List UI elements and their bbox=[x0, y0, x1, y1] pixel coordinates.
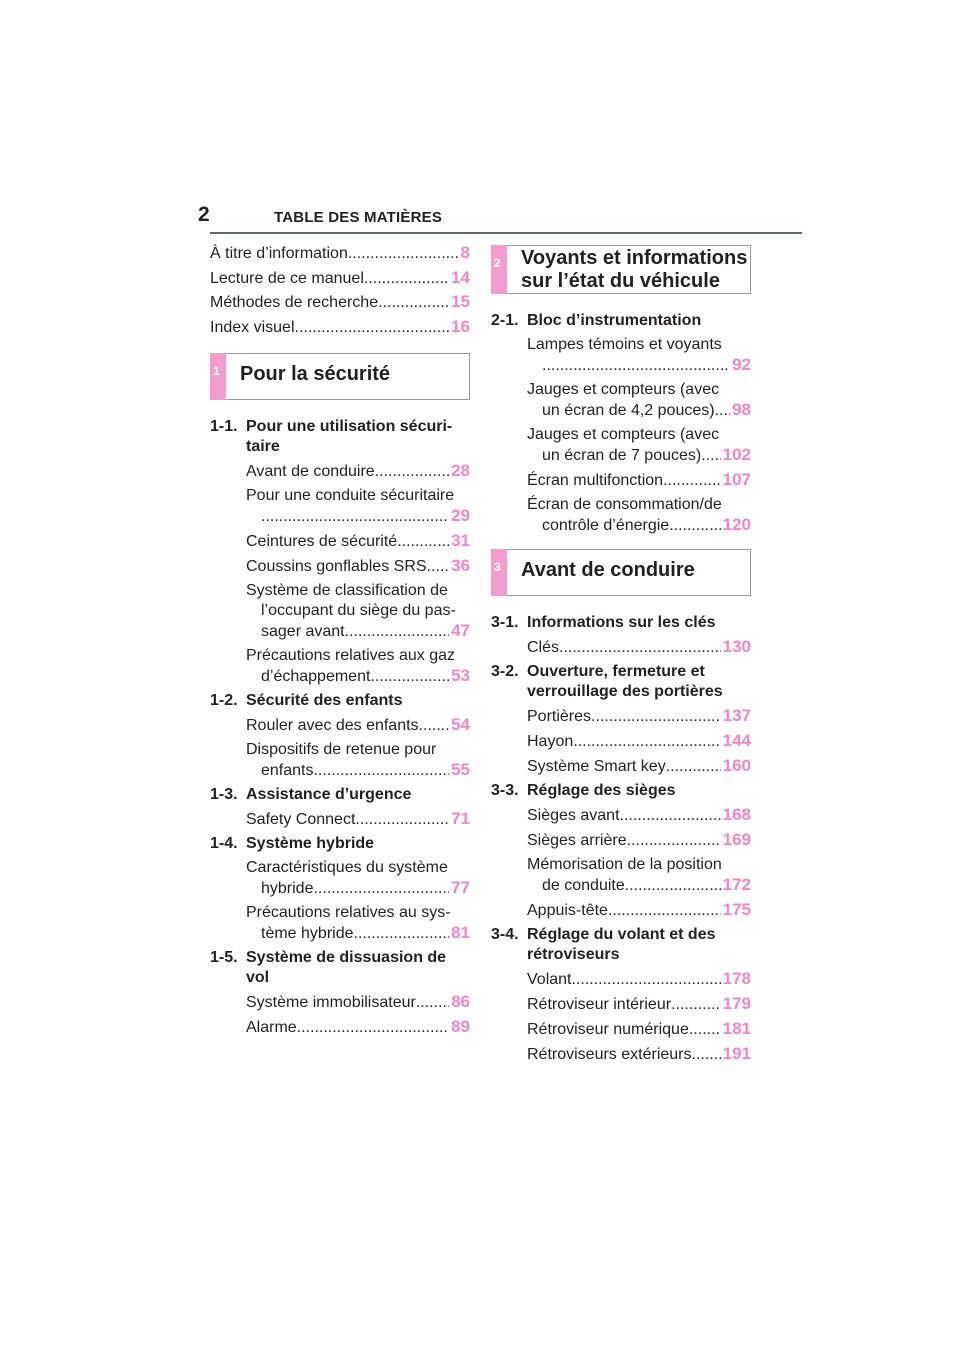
subsection-title-line: verrouillage des portières bbox=[527, 683, 723, 700]
toc-page-number[interactable]: 107 bbox=[722, 470, 751, 489]
intro-entry[interactable] bbox=[210, 317, 470, 342]
toc-page-number[interactable]: 86 bbox=[451, 992, 470, 1011]
toc-leader-line bbox=[246, 531, 470, 552]
subsection-title-line: Assistance d’urgence bbox=[246, 786, 412, 803]
section-tab bbox=[491, 549, 507, 596]
toc-entry[interactable] bbox=[527, 706, 751, 727]
dot-leader bbox=[591, 707, 721, 727]
subsection-number: 3-2. bbox=[491, 663, 519, 680]
toc-page-number[interactable]: 29 bbox=[451, 506, 470, 525]
dot-leader bbox=[608, 901, 721, 921]
subsection-number: 1-2. bbox=[210, 692, 238, 709]
toc-leader-line bbox=[246, 506, 470, 527]
toc-entry[interactable] bbox=[246, 531, 470, 552]
subsection-title-line: Ouverture, fermeture et bbox=[527, 663, 705, 680]
dot-leader bbox=[354, 924, 450, 944]
toc-page-number[interactable]: 77 bbox=[451, 878, 470, 897]
dot-leader bbox=[416, 993, 449, 1013]
subsection-number: 3-3. bbox=[491, 782, 519, 799]
subsection-title-line: Informations sur les clés bbox=[527, 614, 716, 631]
toc-entry-text: Rétroviseurs extérieurs bbox=[527, 1046, 692, 1063]
toc-leader-line bbox=[527, 1019, 751, 1040]
toc-entry-text: Écran multifonction bbox=[527, 472, 664, 489]
toc-leader-line bbox=[246, 809, 470, 830]
section-1-box[interactable] bbox=[210, 353, 470, 400]
toc-entry[interactable] bbox=[527, 994, 751, 1015]
subsection-heading[interactable] bbox=[210, 417, 470, 457]
toc-entry-text: Appuis-tête bbox=[527, 902, 608, 919]
toc-entry[interactable] bbox=[527, 855, 751, 896]
toc-leader-line bbox=[527, 731, 751, 752]
toc-page-number[interactable]: 191 bbox=[722, 1044, 751, 1063]
toc-page-number[interactable]: 36 bbox=[451, 556, 470, 575]
toc-page-number[interactable]: 181 bbox=[722, 1019, 751, 1038]
dot-leader bbox=[573, 732, 720, 752]
subsection-heading[interactable] bbox=[210, 785, 470, 805]
toc-page-number[interactable]: 14 bbox=[451, 267, 470, 287]
toc-group bbox=[210, 691, 470, 781]
toc-leader-line bbox=[527, 445, 751, 466]
toc-entry-text: Rouler avec des enfants bbox=[246, 717, 419, 734]
toc-page-number[interactable]: 178 bbox=[722, 969, 751, 988]
subsection-heading[interactable] bbox=[491, 781, 751, 801]
subsection-number: 3-4. bbox=[491, 926, 519, 943]
toc-entry[interactable] bbox=[527, 470, 751, 491]
subsection-number: 1-4. bbox=[210, 835, 238, 852]
toc-entry[interactable] bbox=[246, 715, 470, 736]
toc-entry-text: Système Smart key bbox=[527, 758, 666, 775]
toc-entry-line: Jauges et compteurs (avec bbox=[527, 381, 720, 398]
dot-leader bbox=[397, 532, 449, 552]
dot-leader bbox=[571, 970, 720, 990]
toc-entry[interactable] bbox=[246, 486, 470, 527]
subsection-number: 2-1. bbox=[491, 312, 519, 329]
subsection-title-line: vol bbox=[246, 969, 270, 986]
dot-leader bbox=[313, 879, 449, 899]
section-title-line-2: sur l’état du véhicule bbox=[521, 270, 720, 292]
toc-entry[interactable] bbox=[246, 461, 470, 482]
toc-page-number[interactable]: 28 bbox=[451, 461, 470, 480]
toc-entry-text: Lecture de ce manuel bbox=[210, 269, 364, 287]
toc-entry[interactable] bbox=[527, 1019, 751, 1040]
section-tab bbox=[491, 245, 507, 294]
toc-leader-line bbox=[246, 1017, 470, 1038]
toc-entry-line: Dispositifs de retenue pour bbox=[246, 741, 437, 758]
subsection-title bbox=[527, 925, 751, 965]
toc-entry-text: tème hybride bbox=[261, 925, 354, 942]
toc-entry[interactable] bbox=[246, 646, 470, 687]
toc-entry-text: un écran de 4,2 pouces). bbox=[542, 402, 720, 419]
toc-leader-line bbox=[527, 470, 751, 491]
toc-page-number[interactable]: 168 bbox=[722, 805, 751, 824]
page-header-title: TABLE DES MATIÈRES bbox=[274, 209, 443, 226]
toc-entry[interactable] bbox=[527, 380, 751, 421]
subsection-number: 1-5. bbox=[210, 949, 238, 966]
toc-entry[interactable] bbox=[527, 805, 751, 826]
subsection-title bbox=[246, 691, 470, 711]
dot-leader bbox=[427, 557, 450, 577]
dot-leader bbox=[625, 876, 721, 896]
toc-leader-line bbox=[527, 1044, 751, 1065]
toc-entry[interactable] bbox=[246, 858, 470, 899]
toc-entry-text: Rétroviseur intérieur bbox=[527, 996, 672, 1013]
subsection-title-line: taire bbox=[246, 438, 280, 455]
toc-entry[interactable] bbox=[527, 756, 751, 777]
toc-entry-text: Sièges arrière bbox=[527, 832, 627, 849]
toc-page-number[interactable]: 31 bbox=[451, 531, 470, 550]
toc-page-number[interactable]: 160 bbox=[722, 756, 751, 775]
section-title bbox=[521, 246, 750, 293]
dot-leader bbox=[663, 471, 721, 491]
toc-entry-line: Caractéristiques du système bbox=[246, 859, 448, 876]
toc-entry-text: un écran de 7 pouces). bbox=[542, 447, 706, 464]
toc-leader-line bbox=[246, 556, 470, 577]
dot-leader bbox=[719, 401, 730, 421]
toc-page-number[interactable]: 172 bbox=[722, 875, 751, 894]
toc-entry-text: d’échappement bbox=[261, 668, 371, 685]
subsection-heading[interactable] bbox=[210, 948, 470, 988]
toc-page-number[interactable]: 16 bbox=[451, 316, 470, 336]
dot-leader bbox=[355, 810, 449, 830]
toc-entry-text: Alarme bbox=[246, 1019, 297, 1036]
toc-entry-text: Méthodes de recherche bbox=[210, 294, 379, 311]
toc-entry-text: Clés bbox=[527, 639, 560, 656]
section-title: Pour la sécurité bbox=[240, 363, 391, 385]
subsection-title bbox=[527, 311, 751, 331]
section-2-box[interactable] bbox=[491, 245, 751, 294]
toc-group bbox=[491, 613, 751, 658]
dot-leader bbox=[627, 831, 721, 851]
intro-list bbox=[210, 243, 470, 341]
toc-group bbox=[210, 785, 470, 830]
subsection-title bbox=[527, 613, 751, 633]
subsection-heading[interactable] bbox=[491, 925, 751, 965]
toc-group bbox=[210, 417, 470, 687]
toc-entry-text: Coussins gonflables SRS bbox=[246, 558, 427, 575]
dot-leader bbox=[542, 356, 730, 376]
subsection-title-line: Système hybride bbox=[246, 835, 375, 852]
toc-entry[interactable] bbox=[527, 335, 751, 376]
toc-entry-text: À titre d’information bbox=[210, 245, 348, 262]
toc-leader-line bbox=[246, 666, 470, 687]
toc-entry-text: Sièges avant bbox=[527, 807, 620, 824]
dot-leader bbox=[692, 1045, 721, 1065]
subsection-title-line: Sécurité des enfants bbox=[246, 692, 403, 709]
section-title: Avant de conduire bbox=[521, 559, 695, 581]
toc-leader-line bbox=[527, 400, 751, 421]
toc-entry[interactable] bbox=[246, 581, 470, 642]
toc-entry-text: Safety Connect bbox=[246, 811, 356, 828]
toc-page-number[interactable]: 98 bbox=[732, 400, 751, 419]
toc-page-number[interactable]: 169 bbox=[722, 830, 751, 849]
toc-page-number[interactable]: 102 bbox=[722, 445, 751, 464]
header-rule bbox=[210, 232, 802, 234]
subsection-heading[interactable] bbox=[491, 662, 751, 702]
dot-leader bbox=[419, 716, 450, 736]
section-number: 3 bbox=[494, 560, 501, 574]
toc-entry[interactable] bbox=[527, 900, 751, 921]
subsection-title bbox=[246, 948, 470, 988]
section-3-box[interactable] bbox=[491, 549, 751, 596]
subsection-title-line: Réglage du volant et des bbox=[527, 926, 716, 943]
subsection-title-line: Pour une utilisation sécuri- bbox=[246, 418, 453, 435]
subsection-title bbox=[527, 662, 751, 702]
dot-leader bbox=[295, 319, 450, 337]
toc-entry-text: Hayon bbox=[527, 733, 574, 750]
toc-group bbox=[491, 781, 751, 921]
toc-leader-line bbox=[246, 461, 470, 482]
dot-leader bbox=[375, 462, 449, 482]
toc-leader-line bbox=[246, 992, 470, 1013]
toc-leader-line bbox=[246, 923, 470, 944]
toc-leader-line bbox=[527, 994, 751, 1015]
toc-entry-text: hybride bbox=[261, 880, 314, 897]
subsection-title bbox=[246, 785, 470, 805]
section-title-line-1: Voyants et informations bbox=[521, 247, 748, 269]
toc-page-number[interactable]: 54 bbox=[451, 715, 470, 734]
subsection-number: 1-1. bbox=[210, 418, 238, 435]
toc-entry[interactable] bbox=[527, 830, 751, 851]
dot-leader bbox=[671, 995, 721, 1015]
toc-entry-line: Jauges et compteurs (avec bbox=[527, 426, 720, 443]
toc-page-number[interactable]: 137 bbox=[722, 706, 751, 725]
subsection-title bbox=[246, 834, 470, 854]
toc-leader-line bbox=[527, 637, 751, 658]
toc-page-number[interactable]: 179 bbox=[722, 994, 751, 1013]
toc-leader-line bbox=[246, 878, 470, 899]
toc-page-number[interactable]: 55 bbox=[451, 760, 470, 779]
subsection-number: 1-3. bbox=[210, 786, 238, 803]
toc-leader-line bbox=[527, 900, 751, 921]
toc-page-number[interactable]: 175 bbox=[722, 900, 751, 919]
toc-leader-line bbox=[527, 355, 751, 376]
toc-leader-line bbox=[527, 805, 751, 826]
toc-page-number[interactable]: 120 bbox=[722, 515, 751, 534]
toc-entry-text: contrôle d’énergie bbox=[542, 517, 670, 534]
toc-entry-line: Précautions relatives au sys- bbox=[246, 904, 451, 921]
toc-entry-text: Portières bbox=[527, 708, 592, 725]
toc-page-number[interactable]: 15 bbox=[451, 292, 470, 311]
toc-page-number[interactable]: 92 bbox=[732, 355, 751, 374]
toc-page-number[interactable]: 71 bbox=[451, 809, 470, 828]
toc-entry-text: Système immobilisateur bbox=[246, 994, 416, 1011]
toc-page-number[interactable]: 144 bbox=[722, 731, 751, 750]
toc-entry[interactable] bbox=[527, 495, 751, 536]
dot-leader bbox=[348, 245, 459, 263]
dot-leader bbox=[364, 270, 449, 288]
section-tab bbox=[210, 353, 226, 400]
toc-entry[interactable] bbox=[527, 637, 751, 658]
toc-leader-line bbox=[246, 760, 470, 781]
toc-entry-text: Avant de conduire bbox=[246, 463, 375, 480]
page-number: 2 bbox=[198, 203, 210, 226]
toc-entry-line: l’occupant du siège du pas- bbox=[261, 602, 456, 619]
toc-entry[interactable] bbox=[246, 1017, 470, 1038]
dot-leader bbox=[669, 516, 720, 536]
dot-leader bbox=[559, 638, 721, 658]
subsection-number: 3-1. bbox=[491, 614, 519, 631]
toc-leader-line bbox=[527, 830, 751, 851]
dot-leader bbox=[345, 622, 449, 642]
toc-leader-line bbox=[246, 621, 470, 642]
toc-group bbox=[210, 834, 470, 944]
toc-entry-text: sager avant bbox=[261, 623, 345, 640]
dot-leader bbox=[620, 806, 721, 826]
toc-leader-line bbox=[527, 969, 751, 990]
toc-page-number[interactable]: 81 bbox=[451, 923, 470, 942]
toc-entry-text: Ceintures de sécurité bbox=[246, 533, 398, 550]
toc-entry-line: Mémorisation de la position bbox=[527, 856, 722, 873]
toc-entry[interactable] bbox=[246, 903, 470, 944]
toc-leader-line bbox=[527, 515, 751, 536]
dot-leader bbox=[666, 757, 721, 777]
toc-leader-line bbox=[527, 875, 751, 896]
toc-entry-text: Index visuel bbox=[210, 318, 295, 336]
dot-leader bbox=[261, 507, 449, 527]
dot-leader bbox=[370, 667, 449, 687]
dot-leader bbox=[689, 1020, 721, 1040]
toc-group bbox=[491, 925, 751, 1065]
toc-entry-line: Système de classification de bbox=[246, 582, 448, 599]
toc-entry[interactable] bbox=[246, 992, 470, 1013]
toc-entry[interactable] bbox=[527, 1044, 751, 1065]
subsection-heading[interactable] bbox=[210, 834, 470, 854]
toc-entry[interactable] bbox=[527, 731, 751, 752]
toc-entry[interactable] bbox=[527, 425, 751, 466]
subsection-heading[interactable] bbox=[491, 311, 751, 331]
toc-entry[interactable] bbox=[246, 740, 470, 781]
right-column bbox=[491, 243, 751, 1069]
toc-entry-text: de conduite bbox=[542, 877, 625, 894]
intro-entry[interactable] bbox=[210, 268, 470, 293]
toc-page-number[interactable]: 47 bbox=[451, 621, 470, 640]
section-number: 1 bbox=[213, 364, 220, 378]
toc-leader-line bbox=[527, 706, 751, 727]
right-groups-section-3 bbox=[491, 613, 751, 1065]
toc-group bbox=[210, 948, 470, 1038]
toc-group bbox=[491, 311, 751, 536]
intro-entry[interactable] bbox=[210, 292, 470, 317]
toc-page-number[interactable]: 89 bbox=[451, 1017, 470, 1036]
subsection-heading[interactable] bbox=[210, 691, 470, 711]
dot-leader bbox=[706, 446, 721, 466]
toc-entry-line: Lampes témoins et voyants bbox=[527, 336, 722, 353]
subsection-heading[interactable] bbox=[491, 613, 751, 633]
toc-entry-line: Pour une conduite sécuritaire bbox=[246, 487, 455, 504]
toc-page-number[interactable]: 53 bbox=[451, 666, 470, 685]
dot-leader bbox=[378, 294, 449, 312]
subsection-title-line: rétroviseurs bbox=[527, 946, 620, 963]
toc-entry-text: Rétroviseur numérique bbox=[527, 1021, 689, 1038]
subsection-title bbox=[246, 417, 470, 457]
toc-leader-line bbox=[246, 715, 470, 736]
dot-leader bbox=[297, 1018, 449, 1038]
section-number: 2 bbox=[494, 256, 501, 270]
subsection-title bbox=[527, 781, 751, 801]
left-column bbox=[210, 243, 470, 1042]
toc-group bbox=[491, 662, 751, 777]
subsection-title-line: Bloc d’instrumentation bbox=[527, 312, 702, 329]
subsection-title-line: Réglage des sièges bbox=[527, 782, 676, 799]
right-groups-section-2 bbox=[491, 311, 751, 536]
toc-leader-line bbox=[527, 756, 751, 777]
left-groups bbox=[210, 417, 470, 1038]
toc-page-number[interactable]: 130 bbox=[722, 637, 751, 656]
toc-entry[interactable] bbox=[246, 556, 470, 577]
toc-entry[interactable] bbox=[527, 969, 751, 990]
toc-page-number[interactable]: 8 bbox=[460, 243, 470, 262]
toc-entry-line: Écran de consommation/de bbox=[527, 496, 722, 513]
subsection-title-line: Système de dissuasion de bbox=[246, 949, 447, 966]
toc-entry-text: Volant bbox=[527, 971, 572, 988]
dot-leader bbox=[313, 761, 449, 781]
toc-entry-line: Précautions relatives aux gaz bbox=[246, 647, 455, 664]
intro-entry[interactable] bbox=[210, 243, 470, 268]
toc-entry[interactable] bbox=[246, 809, 470, 830]
toc-entry-text: enfants bbox=[261, 762, 314, 779]
